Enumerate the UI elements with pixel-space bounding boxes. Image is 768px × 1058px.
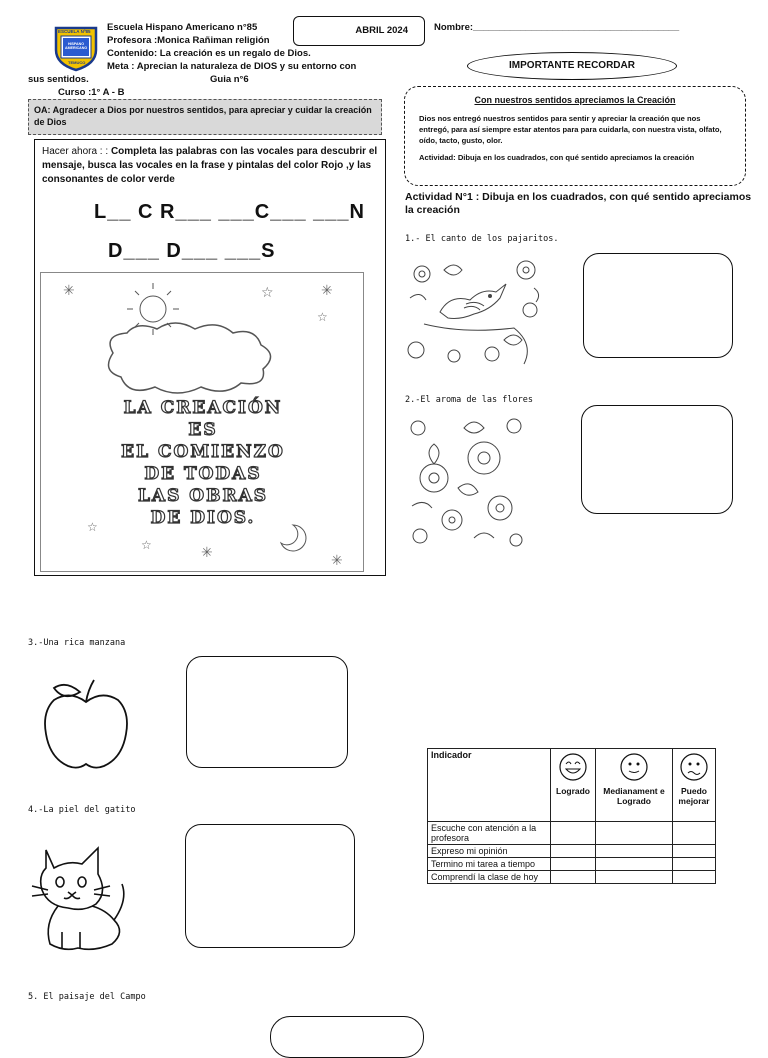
col-improve: Puedo mejorar <box>678 786 710 806</box>
remember-text: Dios nos entregó nuestros sentidos para sentir y apreciar la creación que nos entregó, para así siempre estar atentos para para cuidarla, con nuestra vista, olfato, oído, tacto, gusto, olor. <box>419 114 722 145</box>
svg-text:✳: ✳ <box>201 544 213 560</box>
remember-title: IMPORTANTE RECORDAR <box>509 60 635 71</box>
name-field[interactable]: Nombre:_______________________________________ <box>434 22 680 33</box>
crest-mid-text: HISPANO AMERICANO <box>65 42 88 50</box>
task-instruction <box>42 145 378 187</box>
crest-top-text: ESCUELA Nº85 <box>58 29 91 34</box>
poster-line: DE DIOS. <box>150 508 256 528</box>
table-header-cell <box>596 749 673 822</box>
item-5-caption: 5. El paisaje del Campo <box>28 992 146 1002</box>
hidden-word-line-2[interactable]: D___ D___ ___S <box>108 240 276 262</box>
poster-line: DE TODAS <box>144 464 262 484</box>
poster-text <box>41 397 365 529</box>
goal-line: Meta : Aprecian la naturaleza de DIOS y su entorno con <box>107 61 357 72</box>
poster-line: ES <box>188 420 218 440</box>
worried-face-icon <box>679 752 709 782</box>
instruction-prefix: Hacer ahora : : <box>42 146 109 157</box>
poster-line: LA CREACIÓN <box>123 398 283 418</box>
check-cell[interactable] <box>596 858 673 871</box>
poster-line: EL COMIENZO <box>121 442 285 462</box>
table-row <box>428 749 716 822</box>
table-row <box>428 858 716 871</box>
drawing-box-1[interactable] <box>583 253 733 358</box>
table-row <box>428 822 716 845</box>
check-cell[interactable] <box>596 871 673 884</box>
remember-title-oval <box>467 52 677 80</box>
check-cell[interactable] <box>551 858 596 871</box>
instruction-text: Completa las palabras con las vocales para descubrir el mensaje, busca las vocales en la frase y pintalas del color Rojo ,y las consonantes de color verde <box>42 146 378 185</box>
check-cell[interactable] <box>673 871 716 884</box>
date-box <box>293 16 425 46</box>
table-header-cell <box>551 749 596 822</box>
indicator-cell: Expreso mi opinión <box>428 845 551 858</box>
smile-face-icon <box>558 752 588 782</box>
svg-text:☆: ☆ <box>261 284 274 300</box>
col-partial: Medianament e Logrado <box>603 786 665 806</box>
hidden-word-line-1[interactable]: L__ C R___ ___C___ ___N <box>94 201 365 223</box>
drawing-box-4[interactable] <box>185 824 355 948</box>
kitten-illustration <box>28 840 130 954</box>
svg-text:☆: ☆ <box>87 520 98 534</box>
drawing-box-3[interactable] <box>186 656 348 768</box>
check-cell[interactable] <box>596 845 673 858</box>
table-row <box>428 871 716 884</box>
drawing-box-2[interactable] <box>581 405 733 514</box>
goal-continuation: sus sentidos. <box>28 74 89 85</box>
oa-text: OA: Agradecer a Dios por nuestros sentidos, para apreciar y cuidar la creación de Dios <box>34 105 372 127</box>
indicator-header: Indicador <box>431 750 472 760</box>
crest-bottom-text: TEMUCO <box>68 60 86 65</box>
check-cell[interactable] <box>673 822 716 845</box>
indicator-cell: Comprendí la clase de hoy <box>428 871 551 884</box>
table-row <box>428 845 716 858</box>
creation-poster <box>40 272 364 572</box>
neutral-face-icon <box>619 752 649 782</box>
content-line: Contenido: La creación es un regalo de Dios. <box>107 48 311 59</box>
svg-text:☆: ☆ <box>141 538 152 552</box>
activity-title: Actividad N°1 : Dibuja en los cuadrados, con qué sentido apreciamos la creación <box>405 191 752 216</box>
svg-text:✳: ✳ <box>63 282 75 298</box>
item-4-caption: 4.-La piel del gatito <box>28 805 136 815</box>
indicator-cell: Escuche con atención a la profesora <box>428 822 551 845</box>
course-line: Curso :1° A - B <box>58 87 125 98</box>
item-2-caption: 2.-El aroma de las flores <box>405 395 533 405</box>
check-cell[interactable] <box>673 845 716 858</box>
check-cell[interactable] <box>551 845 596 858</box>
date-text: ABRIL 2024 <box>355 25 408 36</box>
bird-illustration <box>404 254 548 372</box>
table-header-cell <box>428 749 551 822</box>
remember-activity: Actividad: Dibuja en los cuadrados, con qué sentido apreciamos la creación <box>419 153 695 162</box>
item-3-caption: 3.-Una rica manzana <box>28 638 126 648</box>
svg-text:☆: ☆ <box>317 310 328 324</box>
guide-number: Guia n°6 <box>210 74 249 85</box>
poster-line: LAS OBRAS <box>137 486 269 506</box>
oa-box <box>28 99 382 135</box>
check-cell[interactable] <box>596 822 673 845</box>
evaluation-table <box>427 748 716 884</box>
drawing-box-5[interactable] <box>270 1016 424 1058</box>
apple-illustration <box>40 676 132 772</box>
table-header-cell <box>673 749 716 822</box>
col-achieved: Logrado <box>556 786 590 796</box>
check-cell[interactable] <box>551 822 596 845</box>
check-cell[interactable] <box>673 858 716 871</box>
svg-text:✳: ✳ <box>331 552 343 568</box>
remember-box <box>404 86 746 186</box>
flowers-illustration <box>404 408 528 550</box>
teacher-name: Profesora :Monica Rañiman religión <box>107 35 270 46</box>
indicator-cell: Termino mi tarea a tiempo <box>428 858 551 871</box>
remember-heading: Con nuestros sentidos apreciamos la Creación <box>474 95 676 105</box>
svg-text:✳: ✳ <box>321 282 333 298</box>
check-cell[interactable] <box>551 871 596 884</box>
school-name: Escuela Hispano Americano n°85 <box>107 22 258 33</box>
item-1-caption: 1.- El canto de los pajaritos. <box>405 234 559 244</box>
school-crest <box>52 24 100 72</box>
